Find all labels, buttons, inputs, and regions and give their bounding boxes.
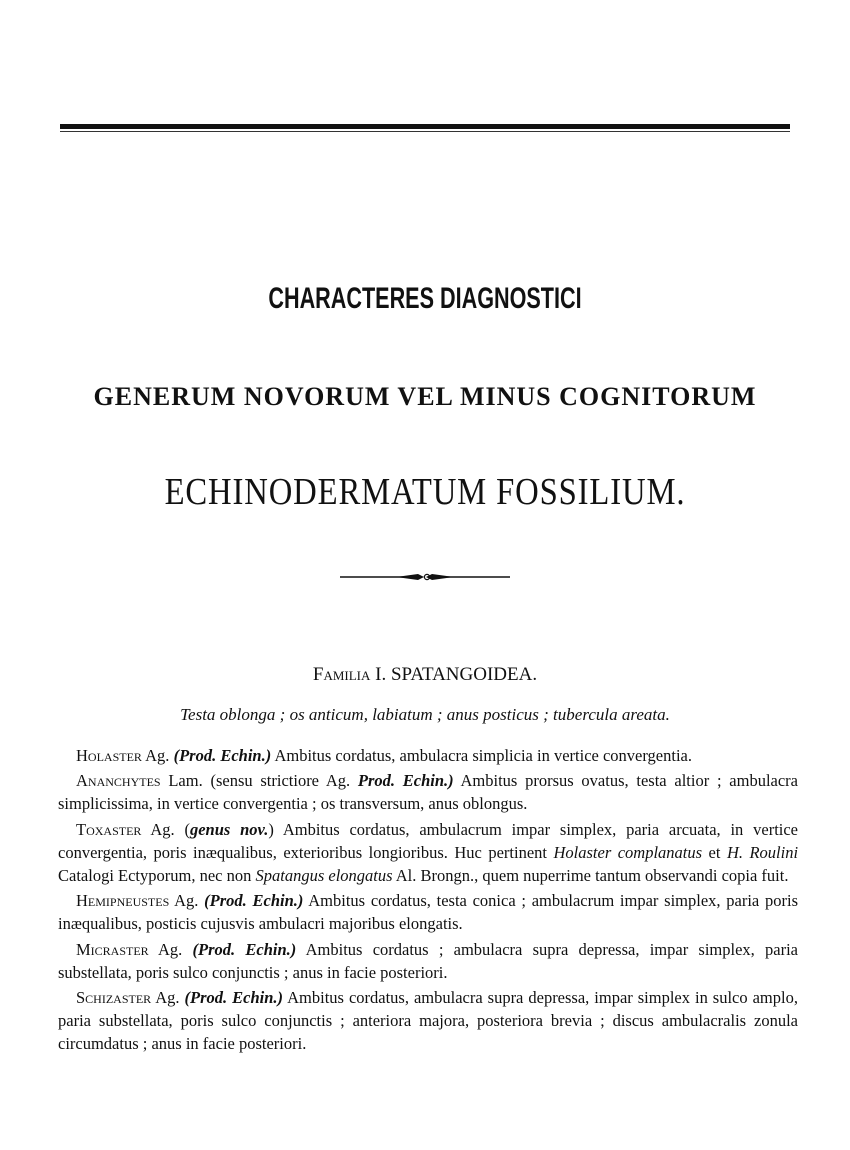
connector-text: et xyxy=(708,842,721,862)
genus-entry-micraster xyxy=(58,938,798,984)
species-name: Holaster complanatus xyxy=(553,842,703,862)
connector-text: Catalogi Ectyporum, nec non xyxy=(58,866,252,886)
genus-description: Ambitus cordatus, ambulacra simplicia in vertice convergentia. xyxy=(274,746,692,765)
family-description: Testa oblonga ; os anticum, labiatum ; anus posticus ; tubercula areata. xyxy=(180,705,670,724)
ref-open: ( xyxy=(184,988,191,1008)
genus-entry-schizaster xyxy=(58,986,798,1056)
genus-name: Ananchytes xyxy=(76,771,161,791)
title-line-3: ECHINODERMATUM FOSSILIUM. xyxy=(164,471,686,513)
genus-entry-holaster xyxy=(58,744,798,767)
genus-description: Ambitus cordatus ; ambulacra supra depressa, impar simplex, paria substellata, poris sulco conjunctis ; anus in facie posteriori. xyxy=(58,939,798,982)
genus-author: Ag. xyxy=(174,891,199,911)
ref-close: ) xyxy=(448,771,454,791)
genus-reference: Prod. Echin. xyxy=(357,771,449,791)
genus-description: Ambitus prorsus ovatus, testa altior ; ambulacra simplicissima, in vertice convergentia ; os transversum, anus oblongus. xyxy=(58,771,798,814)
species-name: Spatangus elongatus xyxy=(255,866,393,886)
genus-description: Ambitus cordatus, ambulacrum impar simplex, paria arcuata, in vertice convergentia, poris inæqualibus, exterioribus longioribus. Huc pertinent xyxy=(58,819,799,862)
genus-name: Hemipneustes xyxy=(76,891,170,911)
genus-entry-ananchytes xyxy=(58,769,798,815)
top-rule xyxy=(60,124,790,129)
ref-open: ( xyxy=(204,891,210,911)
connector-text: Al. Brongn., quem nuperrime tantum observandi copia fuit. xyxy=(395,866,789,886)
genus-name: Schizaster xyxy=(76,988,152,1008)
family-number: I. xyxy=(375,664,387,685)
title-line-2: GENERUM NOVORUM VEL MINUS COGNITORUM xyxy=(93,382,757,411)
genus-description: Ambitus cordatus, ambulacra supra depressa, impar simplex in sulco amplo, paria substellata, poris sulco conjunctis ; anteriora majora, posteriora brevia ; discus ambulacralis zonula circumdatus ; anus in facie posteriori. xyxy=(58,988,798,1054)
genus-author: Lam. (sensu strictiore Ag. xyxy=(168,771,351,791)
ref-close: ) xyxy=(297,891,304,911)
species-name: H. Roulini xyxy=(726,842,799,862)
title-line-1: CHARACTERES DIAGNOSTICI xyxy=(268,282,582,315)
genus-reference: genus nov. xyxy=(189,819,269,839)
genus-entry-hemipneustes xyxy=(58,889,798,935)
genus-author: Ag. xyxy=(158,939,183,959)
genus-author: Ag. xyxy=(150,819,175,839)
genus-name: Holaster xyxy=(76,746,142,765)
genus-entry-toxaster xyxy=(58,818,798,888)
ref-close: ) xyxy=(290,939,297,959)
genus-description: Ambitus cordatus, testa conica ; ambulacrum impar simplex, paria poris inæqualibus, posticis cujusvis ambulacri majoribus elongatis. xyxy=(58,891,799,934)
family-prefix: Familia xyxy=(312,664,371,685)
ref-open: ( xyxy=(184,819,190,839)
family-name: SPATANGOIDEA. xyxy=(390,664,538,685)
genus-reference: Prod. Echin. xyxy=(198,939,291,959)
genus-author: Ag. xyxy=(145,746,170,765)
genera-list xyxy=(58,744,798,1058)
genus-reference: Prod. Echin. xyxy=(190,988,278,1008)
genus-reference: Prod. Echin. xyxy=(209,891,298,911)
genus-name: Micraster xyxy=(76,939,149,959)
top-rule-thin xyxy=(60,131,790,132)
genus-author: Ag. xyxy=(155,988,180,1008)
ref-close: ) xyxy=(277,988,284,1008)
ref-open: ( xyxy=(192,939,199,959)
genus-reference: Prod. Echin. xyxy=(179,746,266,765)
ref-close: ) xyxy=(265,746,272,765)
genus-name: Toxaster xyxy=(76,819,142,839)
ornament-divider xyxy=(338,570,512,584)
family-heading xyxy=(0,664,850,686)
ref-close: ) xyxy=(268,819,274,839)
ref-open: ( xyxy=(173,746,180,765)
